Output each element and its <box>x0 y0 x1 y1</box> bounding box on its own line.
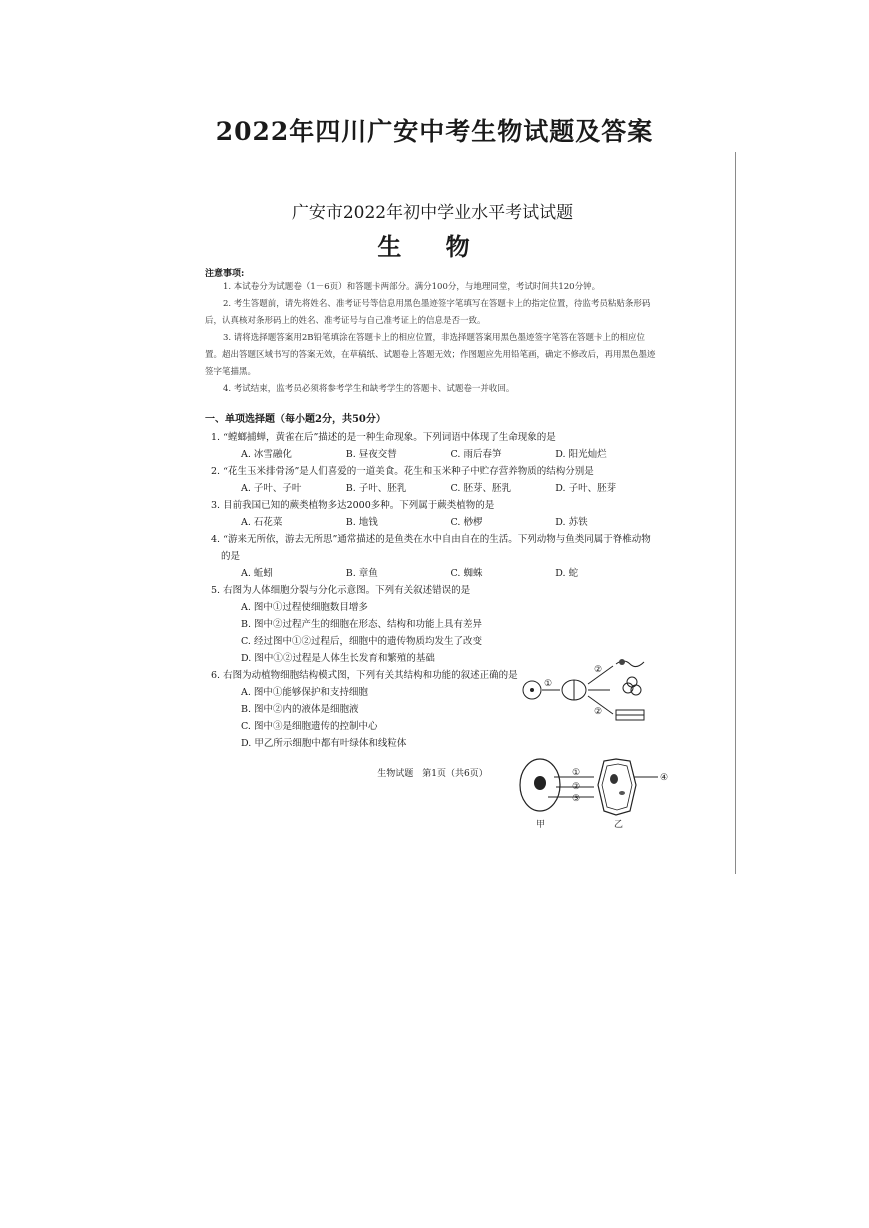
fig6-label: 乙 <box>614 820 624 830</box>
question-2: 2. “花生玉米排骨汤”是人们喜爱的一道美食。花生和玉米种子中贮存营养物质的结构分别是 <box>211 466 594 477</box>
options-4 <box>205 565 660 582</box>
notice-item: 4. 考试结束，监考员必须将参考学生和缺考学生的答题卡、试题卷一并收回。 <box>223 384 515 394</box>
options-5 <box>205 599 521 667</box>
option: A. 蚯蚓 <box>241 568 273 579</box>
page-footer: 生物试题 第1页（共6页） <box>377 769 488 779</box>
option: D. 蛇 <box>555 568 579 579</box>
option: D. 图中①②过程是人体生长发育和繁殖的基础 <box>241 653 435 664</box>
option: D. 子叶、胚芽 <box>555 483 617 494</box>
options-1 <box>205 446 660 463</box>
fig5-label: ② <box>594 707 603 717</box>
option: A. 子叶、子叶 <box>241 483 302 494</box>
question-1: 1. “螳螂捕蝉，黄雀在后”描述的是一种生命现象。下列词语中体现了生命现象的是 <box>211 432 556 443</box>
exam-title: 广安市2022年初中学业水平考试试题 <box>291 203 574 223</box>
options-3 <box>205 514 660 531</box>
options-6 <box>205 684 501 752</box>
notice-heading: 注意事项: <box>205 269 245 279</box>
option: D. 苏铁 <box>555 517 588 528</box>
fig6-label: 甲 <box>536 820 546 830</box>
option: B. 图中②过程产生的细胞在形态、结构和功能上具有差异 <box>241 619 483 630</box>
option: C. 蜘蛛 <box>450 568 483 579</box>
document-title: 2022年四川广安中考生物试题及答案 <box>215 117 654 146</box>
option: B. 昼夜交替 <box>345 449 397 460</box>
option: A. 图中①过程使细胞数目增多 <box>241 602 368 613</box>
scanned-exam-page <box>205 190 660 850</box>
fig6-label: ④ <box>660 773 669 783</box>
option: A. 冰雪融化 <box>241 449 292 460</box>
option: C. 桫椤 <box>450 517 483 528</box>
notice-list <box>205 279 660 398</box>
options-2 <box>205 480 660 497</box>
page-edge-line <box>735 152 736 874</box>
fig6-label: ① <box>572 768 581 778</box>
option: A. 图中①能够保护和支持细胞 <box>241 687 368 698</box>
option: C. 图中③是细胞遗传的控制中心 <box>241 721 378 732</box>
option: B. 子叶、胚乳 <box>345 483 407 494</box>
question-6: 6. 右图为动植物细胞结构模式图，下列有关其结构和功能的叙述正确的是 <box>211 670 518 681</box>
question-3: 3. 目前我国已知的蕨类植物多达2000多种。下列属于蕨类植物的是 <box>211 500 495 511</box>
question-5: 5. 右图为人体细胞分裂与分化示意图。下列有关叙述错误的是 <box>211 585 471 596</box>
option: B. 图中②内的液体是细胞液 <box>241 704 359 715</box>
option: B. 地钱 <box>345 517 378 528</box>
subject-title: 生 物 <box>377 232 488 261</box>
notice-item: 2. 考生答题前，请先将姓名、准考证号等信息用黑色墨迹签字笔填写在答题卡上的指定位置，待监考员粘贴条形码后，认真核对条形码上的姓名、准考证号与自己准考证上的信息是否一致。 <box>205 299 651 326</box>
fig5-label: ① <box>544 679 553 689</box>
fig6-label: ③ <box>572 794 581 804</box>
fig6-label: ② <box>572 782 581 792</box>
option: C. 雨后春笋 <box>450 449 502 460</box>
notice-item: 1. 本试卷分为试题卷（1－6页）和答题卡两部分。满分100分，与地理同堂，考试时间共120分钟。 <box>223 282 601 292</box>
question-4: 4. “游来无所依，游去无所思”通常描述的是鱼类在水中自由自在的生活。下列动物与鱼类同属于脊椎动物的是 <box>211 534 651 562</box>
option: B. 章鱼 <box>345 568 378 579</box>
notice-item: 3. 请将选择题答案用2B铅笔填涂在答题卡上的相应位置，非选择题答案用黑色墨迹签字笔答在答题卡上的相应位置。超出答题区域书写的答案无效，在草稿纸、试题卷上答题无效；作图题应先用铅笔画，确定不修改后，再用黑色墨迹签字笔描黑。 <box>205 333 656 377</box>
cell-structure-figure <box>518 755 678 830</box>
option: D. 阳光灿烂 <box>555 449 607 460</box>
option: C. 经过图中①②过程后，细胞中的遗传物质均发生了改变 <box>241 636 482 647</box>
fig5-label: ② <box>594 665 603 675</box>
cell-division-figure <box>518 652 648 727</box>
option: A. 石花菜 <box>241 517 283 528</box>
option: D. 甲乙所示细胞中都有叶绿体和线粒体 <box>241 738 407 749</box>
section-heading: 一、单项选择题（每小题2分，共50分） <box>205 414 386 425</box>
option: C. 胚芽、胚乳 <box>450 483 511 494</box>
